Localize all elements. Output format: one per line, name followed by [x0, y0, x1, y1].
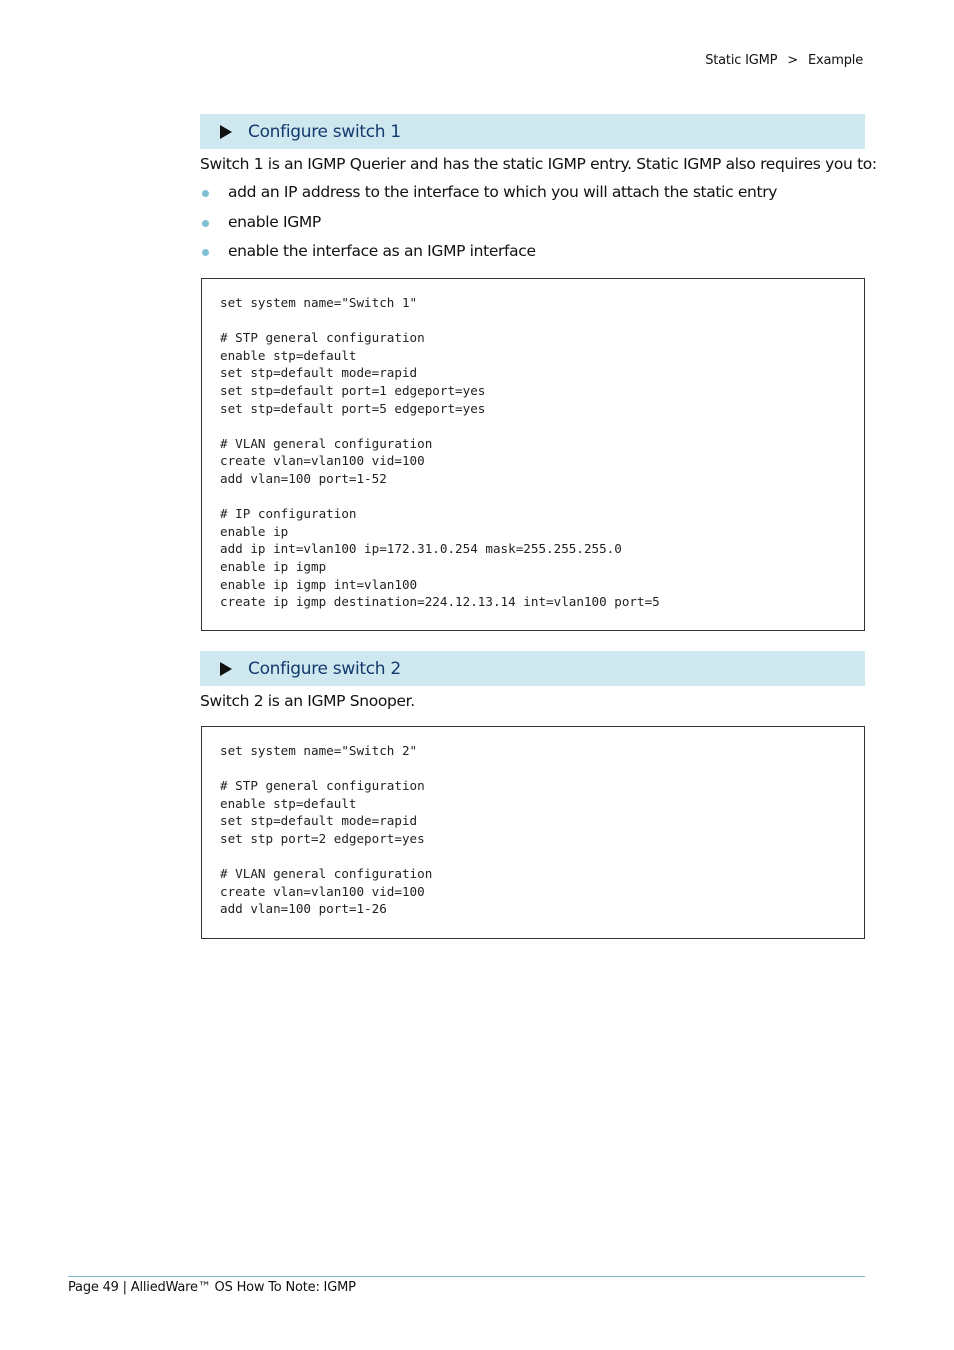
section-1-intro: Switch 1 is an IGMP Querier and has the static IGMP entry. Static IGMP also requires you to:	[200, 155, 877, 173]
code-line: add vlan=100 port=1-52	[220, 470, 387, 486]
code-line: set system name="Switch 1"	[220, 295, 418, 310]
header-crumb-separator: >	[787, 53, 798, 68]
header-crumb-section: Static IGMP	[705, 53, 778, 68]
section-title: Configure switch 2	[248, 658, 401, 679]
section-2-intro: Switch 2 is an IGMP Snooper.	[200, 692, 415, 710]
code-line: # STP general configuration	[220, 330, 425, 346]
header-crumb-page: Example	[808, 53, 863, 68]
code-line: # STP general configuration	[220, 778, 425, 794]
code-line: # IP configuration	[220, 506, 357, 522]
code-line: create vlan=vlan100 vid=100	[220, 883, 425, 899]
code-line: add ip int=vlan100 ip=172.31.0.254 mask=255.255.255.0	[220, 541, 622, 557]
code-line: enable ip igmp int=vlan100	[220, 576, 418, 592]
bullet-dot-icon	[202, 249, 209, 256]
bullet-text: enable the interface as an IGMP interface	[228, 242, 536, 260]
code-line: add vlan=100 port=1-26	[220, 901, 387, 917]
code-block-switch-1	[201, 278, 865, 631]
section-heading-configure-switch-2	[200, 651, 865, 686]
code-line	[220, 760, 846, 778]
section-heading-configure-switch-1	[200, 114, 865, 149]
code-line: # VLAN general configuration	[220, 435, 433, 451]
code-line: set stp=default port=5 edgeport=yes	[220, 400, 486, 416]
section-title: Configure switch 1	[248, 121, 401, 142]
code-line: create vlan=vlan100 vid=100	[220, 453, 425, 469]
code-line: set stp=default mode=rapid	[220, 813, 418, 829]
page-footer: Page 49 | AlliedWare™ OS How To Note: IGMP	[68, 1280, 356, 1295]
code-line	[220, 312, 846, 330]
bullet-dot-icon	[202, 220, 209, 227]
code-line: enable ip	[220, 523, 289, 539]
code-block-switch-2	[201, 726, 865, 939]
triangle-right-icon	[220, 125, 232, 139]
code-line: set stp port=2 edgeport=yes	[220, 830, 425, 846]
code-line	[220, 848, 846, 866]
code-line: enable stp=default	[220, 347, 357, 363]
running-header	[705, 53, 863, 68]
bullet-dot-icon	[202, 190, 209, 197]
code-line: set stp=default port=1 edgeport=yes	[220, 382, 486, 398]
code-line: set system name="Switch 2"	[220, 743, 418, 758]
code-line	[220, 488, 846, 506]
bullet-text: add an IP address to the interface to which you will attach the static entry	[228, 183, 778, 201]
code-line: set stp=default mode=rapid	[220, 365, 418, 381]
code-line: # VLAN general configuration	[220, 866, 433, 882]
code-line: create ip igmp destination=224.12.13.14 int=vlan100 port=5	[220, 594, 660, 610]
triangle-right-icon	[220, 662, 232, 676]
code-line	[220, 417, 846, 435]
code-line: enable ip igmp	[220, 558, 327, 574]
code-line: enable stp=default	[220, 795, 357, 811]
footer-divider	[68, 1276, 865, 1277]
bullet-text: enable IGMP	[228, 213, 321, 231]
